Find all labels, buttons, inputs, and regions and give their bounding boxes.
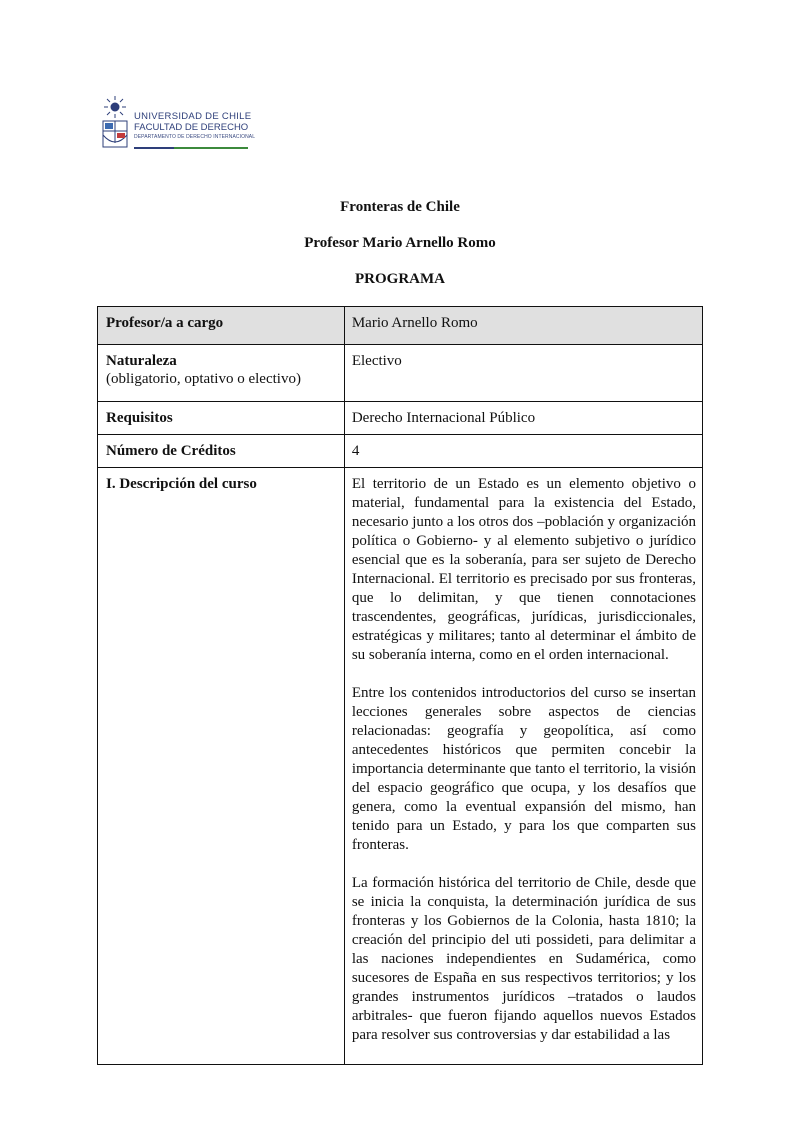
faculty-name: FACULTAD DE DERECHO [134, 122, 249, 133]
program-heading: PROGRAMA [355, 271, 445, 287]
university-crest-icon [100, 95, 130, 151]
description-label: I. Descripción del curso [106, 476, 257, 492]
description-paragraph: El territorio de un Estado es un elemento objetivo o material, fundamental para la existencia del Estado, necesario junto a los otros dos –población y organización política o Gobierno- y al elemento subjetivo o jurídico esencial que es la soberanía, para ser sujeto de Derecho Internacional. El territorio es precisado por sus fronteras, que lo delimitan, y que tienen connotaciones trascendentes, geográficas, jurídicas, jurisdiccionales, estratégicas y militares; tanto al determinar el ámbito de su soberanía interna, como en el orden internacional. [351, 476, 696, 663]
table-row [98, 307, 703, 345]
credits-label: Número de Créditos [106, 443, 236, 459]
nature-label: Naturaleza [106, 353, 177, 369]
professor-label: Profesor/a a cargo [106, 315, 224, 331]
table-row [98, 435, 703, 468]
nature-value: Electivo [351, 353, 402, 369]
description-paragraph: Entre los contenidos introductorios del curso se insertan lecciones generales sobre aspectos de ciencias relacionadas: geografía y geopolítica, así como antecedentes históricos que permiten concebir la importancia determinante que tanto el territorio, la visión del espacio geográfico que ocupa, y los desafíos que genera, como la eventual expansión del mismo, han tenido para un Estado, y para los que comparten sus fronteras. [351, 685, 696, 853]
course-title: Fronteras de Chile [340, 199, 460, 215]
credits-value: 4 [351, 443, 360, 459]
description-paragraph: La formación histórica del territorio de Chile, desde que se inicia la conquista, la determinación jurídica de sus fronteras y los Gobiernos de la Colonia, hasta 1810; la creación del principio del uti possideti, para delimitar a las naciones independientes en Sudamérica, como sucesores de España en sus respectivos territorios; y los grandes instrumentos jurídicos –tratados o laudos arbitrales- que fueron fijando aquellos nuevos Estados para resolver sus controversias y dar estabilidad a las [351, 875, 696, 1043]
table-row [98, 345, 703, 402]
institution-name: UNIVERSIDAD DE CHILE [134, 111, 252, 122]
requirements-value: Derecho Internacional Público [351, 410, 536, 426]
table-row [98, 402, 703, 435]
university-logo [100, 95, 260, 155]
professor-value: Mario Arnello Romo [351, 315, 478, 331]
requirements-label: Requisitos [106, 410, 173, 426]
professor-title: Profesor Mario Arnello Romo [304, 235, 496, 251]
logo-divider [134, 147, 248, 149]
department-name: DEPARTAMENTO DE DERECHO INTERNACIONAL [134, 134, 256, 140]
table-row [98, 468, 703, 1065]
program-table [97, 306, 703, 1065]
nature-sublabel: (obligatorio, optativo o electivo) [106, 371, 301, 387]
